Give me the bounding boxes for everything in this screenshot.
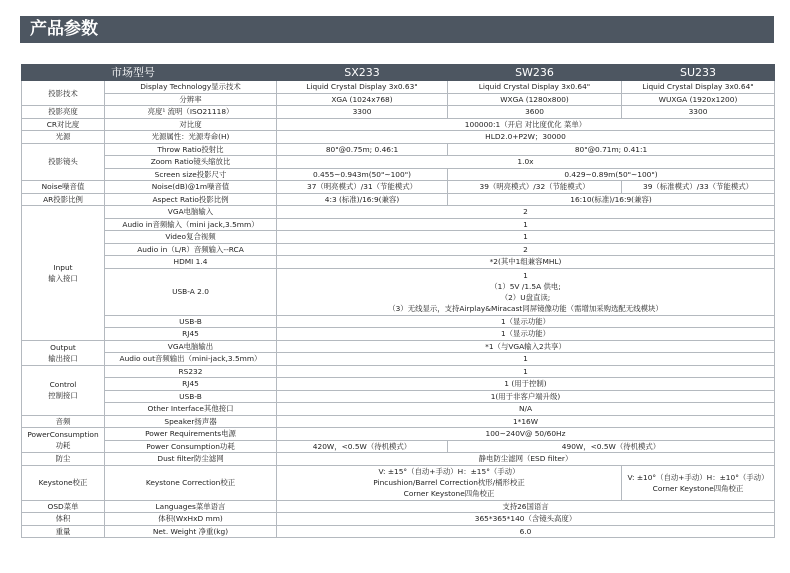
cell-value: 100000:1（开启 对比度优化 菜单）: [277, 118, 775, 131]
row-label: RJ45: [105, 328, 277, 341]
group-volume: 体积: [22, 513, 105, 526]
cell-value: 80"@0.71m; 0.41:1: [448, 143, 775, 156]
table-row: [22, 156, 775, 169]
header-model-sx233: SX233: [277, 65, 448, 81]
cell-value: 16:10(标准)/16:9(兼容): [448, 193, 775, 206]
table-row: [22, 193, 775, 206]
group-brightness: 投影亮度: [22, 106, 105, 119]
row-label: Noise(dB)@1m噪音值: [105, 181, 277, 194]
group-aspect: AR投影比例: [22, 193, 105, 206]
row-label: Power Consumption功耗: [105, 440, 277, 453]
group-noise: Noise噪音值: [22, 181, 105, 194]
usba-line: 1: [523, 270, 528, 280]
table-row: [22, 206, 775, 219]
cell-value: 支持26国语言: [277, 500, 775, 513]
cell-value: WXGA (1280x800): [448, 93, 622, 106]
group-audio: 音频: [22, 415, 105, 428]
row-label: USB-A 2.0: [105, 268, 277, 315]
table-row: [22, 81, 775, 94]
cell-value: 0.455~0.943m(50"~100"): [277, 168, 448, 181]
cell-value: 100~240V@ 50/60Hz: [277, 428, 775, 441]
header-empty: [22, 65, 105, 81]
table-row: [22, 500, 775, 513]
row-label: Power Requirements电源: [105, 428, 277, 441]
group-control-en: Control: [49, 380, 77, 389]
group-dust: 防尘: [22, 453, 105, 466]
group-control: [22, 365, 105, 415]
row-label: 亮度¹ 流明（ISO21118）: [105, 106, 277, 119]
group-power-en: PowerConsumption: [27, 430, 99, 439]
group-light: 光源: [22, 131, 105, 144]
row-label: USB-B: [105, 315, 277, 328]
row-label: Keystone Correction校正: [105, 465, 277, 500]
table-row: [22, 465, 775, 500]
table-row: [22, 256, 775, 269]
table-row: [22, 403, 775, 416]
cell-value: 1*16W: [277, 415, 775, 428]
row-label: Audio in音频输入（mini jack,3.5mm）: [105, 218, 277, 231]
row-label: Screen size投影尺寸: [105, 168, 277, 181]
row-label: Video复合视频: [105, 231, 277, 244]
row-label: Languages菜单语言: [105, 500, 277, 513]
usba-line: （2）U盘直读;: [500, 292, 551, 302]
row-label: VGA电脑输入: [105, 206, 277, 219]
table-row: [22, 525, 775, 538]
row-label: HDMI 1.4: [105, 256, 277, 269]
row-label: Speaker扬声器: [105, 415, 277, 428]
title-banner: [20, 16, 774, 43]
cell-value: 39（标准模式）/33（节能模式）: [622, 181, 775, 194]
cell-value: 37（明亮模式）/31（节能模式）: [277, 181, 448, 194]
cell-value: [622, 465, 775, 500]
cell-value: *1（与VGA输入2共享）: [277, 340, 775, 353]
group-osd: OSD菜单: [22, 500, 105, 513]
cell-value: *2(其中1组兼容MHL): [277, 256, 775, 269]
table-row: [22, 340, 775, 353]
table-row: [22, 243, 775, 256]
cell-value: 1.0x: [277, 156, 775, 169]
row-label: USB-B: [105, 390, 277, 403]
cell-value: 1: [277, 218, 775, 231]
table-row: [22, 118, 775, 131]
keystone-line: V: ±15°（自动+手动）H：±15°（手动）: [378, 467, 520, 476]
group-input-cn: 输入接口: [48, 273, 78, 283]
table-row: [22, 131, 775, 144]
table-row: [22, 390, 775, 403]
cell-value: [277, 268, 775, 315]
group-keystone: Keystone校正: [22, 465, 105, 500]
cell-value: 6.0: [277, 525, 775, 538]
cell-value: WUXGA (1920x1200): [622, 93, 775, 106]
keystone-line: V: ±10°（自动+手动）H：±10°（手动）: [627, 472, 769, 482]
header-model-sw236: SW236: [448, 65, 622, 81]
cell-value: 3300: [622, 106, 775, 119]
table-row: [22, 231, 775, 244]
keystone-line: Corner Keystone四角校正: [403, 489, 495, 498]
cell-value: 3300: [277, 106, 448, 119]
cell-value: 420W，<0.5W（待机模式）: [277, 440, 448, 453]
row-label: Aspect Ratio投影比例: [105, 193, 277, 206]
group-control-cn: 控制接口: [48, 391, 78, 400]
row-label: Other Interface其他接口: [105, 403, 277, 416]
table-row: [22, 168, 775, 181]
table-row: [22, 268, 775, 315]
cell-value: 1（显示功能）: [277, 328, 775, 341]
header-model-su233: SU233: [622, 65, 775, 81]
cell-value: [277, 465, 622, 500]
cell-value: 1: [277, 231, 775, 244]
cell-value: 4:3 (标准)/16:9(兼容): [277, 193, 448, 206]
row-label: RJ45: [105, 378, 277, 391]
row-label: 对比度: [105, 118, 277, 131]
usba-line: （3）无线显示，支持Airplay&Miracast同屏镜像功能（需增加采购选配无线模块）: [388, 303, 663, 313]
cell-value: 1（显示功能）: [277, 315, 775, 328]
group-weight: 重量: [22, 525, 105, 538]
row-label: VGA电脑输出: [105, 340, 277, 353]
cell-value: 365*365*140（含镜头高度）: [277, 513, 775, 526]
group-power-cn: 功耗: [55, 441, 71, 450]
group-lens: 投影镜头: [22, 143, 105, 181]
table-row: [22, 365, 775, 378]
cell-value: 1: [277, 353, 775, 366]
spec-table: [21, 64, 775, 538]
page-title: 产品参数: [30, 19, 98, 39]
cell-value: 1(用于非客户端升级): [277, 390, 775, 403]
row-label: 光源属性：光源寿命(H): [105, 131, 277, 144]
group-output-cn: 输出接口: [48, 353, 78, 363]
table-row: [22, 181, 775, 194]
table-row: [22, 328, 775, 341]
table-row: [22, 415, 775, 428]
cell-value: N/A: [277, 403, 775, 416]
row-label: RS232: [105, 365, 277, 378]
row-label: Net. Weight 净重(kg): [105, 525, 277, 538]
keystone-line: Corner Keystone四角校正: [652, 483, 744, 493]
cell-value: Liquid Crystal Display 3x0.64": [448, 81, 622, 94]
header-market-model: 市场型号: [105, 65, 277, 81]
row-label: Audio out音频输出（mini-jack,3.5mm）: [105, 353, 277, 366]
row-label: Throw Ratio投射比: [105, 143, 277, 156]
cell-value: 0.429~0.89m(50"~100"): [448, 168, 775, 181]
cell-value: 2: [277, 243, 775, 256]
group-power: [22, 428, 105, 453]
table-row: [22, 440, 775, 453]
group-projection-tech: 投影技术: [22, 81, 105, 106]
table-row: [22, 378, 775, 391]
cell-value: 静电防尘滤网（ESD filter）: [277, 453, 775, 466]
cell-value: 80"@0.75m; 0.46:1: [277, 143, 448, 156]
keystone-line: Pincushion/Barrel Correction枕形/桶形校正: [373, 478, 525, 487]
cell-value: HLD2.0+P2W；30000: [277, 131, 775, 144]
row-label: Audio in（L/R）音频输入--RCA: [105, 243, 277, 256]
row-label: 分辨率: [105, 93, 277, 106]
group-output-en: Output: [50, 342, 76, 352]
cell-value: Liquid Crystal Display 3x0.64": [622, 81, 775, 94]
cell-value: XGA (1024x768): [277, 93, 448, 106]
cell-value: 1 (用于控制): [277, 378, 775, 391]
cell-value: 1: [277, 365, 775, 378]
table-row: [22, 143, 775, 156]
table-row: [22, 428, 775, 441]
table-header-row: [22, 65, 775, 81]
group-output: [22, 340, 105, 365]
cell-value: 2: [277, 206, 775, 219]
table-row: [22, 453, 775, 466]
table-row: [22, 218, 775, 231]
table-row: [22, 513, 775, 526]
table-row: [22, 315, 775, 328]
cell-value: 490W，<0.5W（待机模式）: [448, 440, 775, 453]
group-input-en: Input: [53, 262, 73, 272]
group-input: [22, 206, 105, 341]
cell-value: 3600: [448, 106, 622, 119]
table-row: [22, 353, 775, 366]
table-row: [22, 93, 775, 106]
row-label: Zoom Ratio镜头缩放比: [105, 156, 277, 169]
row-label: 体积(WxHxD mm): [105, 513, 277, 526]
cell-value: 39（明亮模式）/32（节能模式）: [448, 181, 622, 194]
row-label: Display Technology显示技术: [105, 81, 277, 94]
cell-value: Liquid Crystal Display 3x0.63": [277, 81, 448, 94]
group-contrast: CR对比度: [22, 118, 105, 131]
row-label: Dust filter防尘滤网: [105, 453, 277, 466]
table-row: [22, 106, 775, 119]
usba-line: （1）5V /1.5A 供电;: [490, 281, 561, 291]
